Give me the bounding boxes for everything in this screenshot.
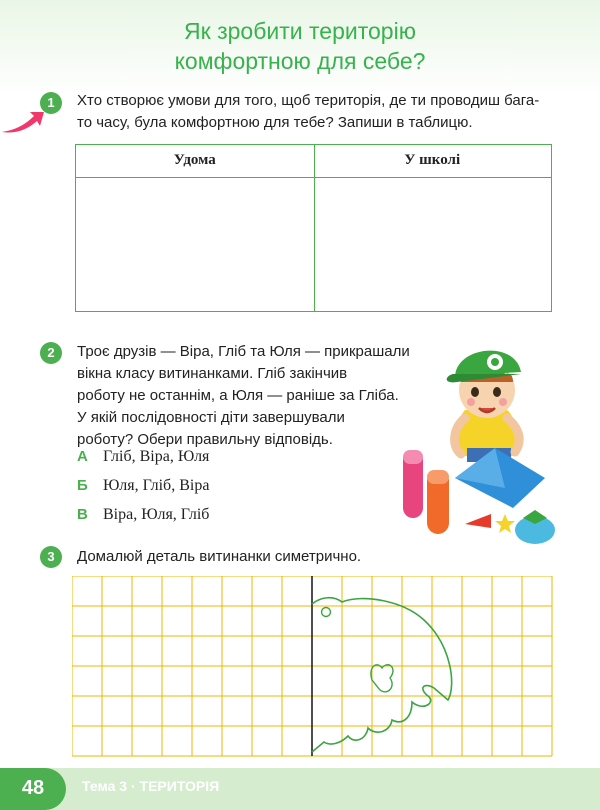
page-number: 48 <box>0 768 66 810</box>
task1-text <box>77 90 557 134</box>
cutout-eye <box>322 608 331 617</box>
answer-cell-school[interactable] <box>314 179 552 311</box>
task-number-3: 3 <box>40 546 62 568</box>
answer-table <box>75 144 552 312</box>
page-title <box>0 16 600 76</box>
arrow-icon <box>0 108 46 138</box>
table-header-school: У школі <box>404 152 461 168</box>
answer-cell-home[interactable] <box>76 179 314 311</box>
task1-line-2: то часу, була комфортною для тебе? Запиши в таблицю. <box>77 114 473 131</box>
title-line-2: комфортною для себе? <box>174 48 426 74</box>
option-a[interactable] <box>77 447 209 467</box>
option-b-letter: Б <box>77 477 88 494</box>
option-a-letter: А <box>77 448 88 465</box>
task2-line-1: Троє друзів — Віра, Гліб та Юля — прикрашали <box>77 343 410 360</box>
option-c-text: Віра, Юля, Гліб <box>103 506 210 523</box>
task2-text <box>77 341 427 451</box>
task3-text: Домалюй деталь витинанки симетрично. <box>77 548 362 565</box>
task-number-1: 1 <box>40 92 62 114</box>
cutout-half <box>312 598 452 752</box>
task2-line-4: У якій послідовності діти завершували <box>77 409 345 426</box>
task2-line-2: вікна класу витинанками. Гліб закінчив <box>77 365 348 382</box>
footer-topic: Тема 3 · ТЕРИТОРІЯ <box>82 778 220 794</box>
boy-illustration <box>395 328 560 548</box>
symmetry-grid[interactable] <box>72 576 554 760</box>
option-c-letter: В <box>77 506 88 523</box>
option-a-text: Гліб, Віра, Юля <box>103 448 210 465</box>
option-b-text: Юля, Гліб, Віра <box>103 477 210 494</box>
option-b[interactable] <box>77 476 209 496</box>
option-c[interactable] <box>77 505 209 525</box>
task2-line-3: роботу не останнім, а Юля — раніше за Гліба. <box>77 387 399 404</box>
title-line-1: Як зробити територію <box>184 18 416 44</box>
pink-crayon <box>403 450 423 518</box>
task2-line-5: роботу? Обери правильну відповідь. <box>77 431 333 448</box>
table-header-home: Удома <box>173 152 216 168</box>
task1-line-1: Хто створює умови для того, щоб територія, де ти проводиш бага- <box>77 92 540 109</box>
cutout-detail <box>371 665 393 692</box>
orange-crayon <box>427 470 449 534</box>
task-number-2: 2 <box>40 342 62 364</box>
